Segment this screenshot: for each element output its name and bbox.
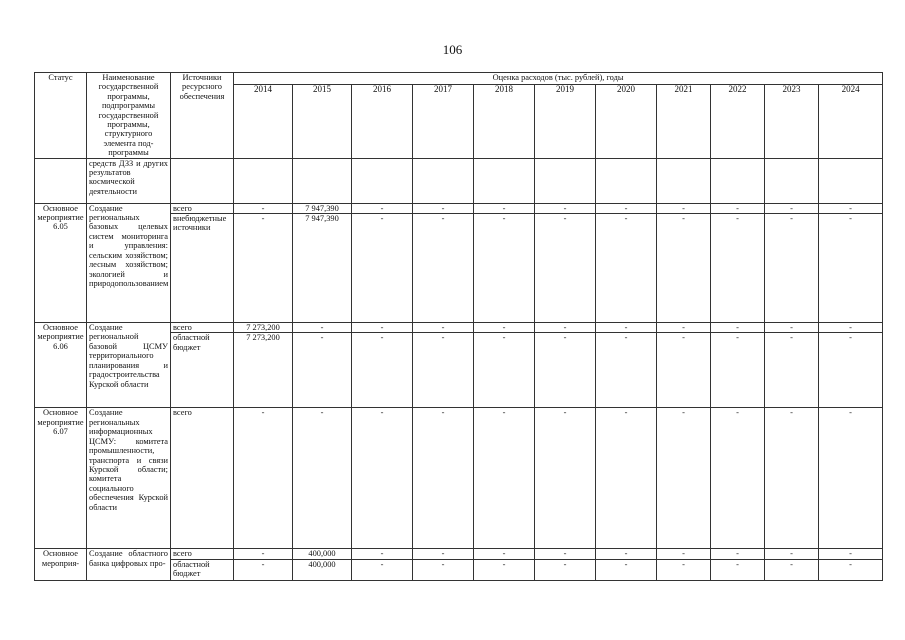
cell-value: - bbox=[596, 549, 657, 559]
cell-value: - bbox=[352, 559, 413, 580]
header-name: Наименование государственной программы, подпрограммы государственной программы, структурного элемента под-программы bbox=[87, 73, 171, 159]
cell-value: - bbox=[596, 408, 657, 549]
header-source: Источники ресурсного обеспечения bbox=[171, 73, 234, 159]
cell-value: - bbox=[657, 549, 711, 559]
cell-value: - bbox=[474, 559, 535, 580]
cell-value: - bbox=[819, 214, 883, 323]
header-year: 2015 bbox=[293, 85, 352, 158]
cell-value: - bbox=[657, 333, 711, 408]
cell-value: - bbox=[474, 549, 535, 559]
cell-value: - bbox=[234, 203, 293, 213]
cell-value: - bbox=[293, 333, 352, 408]
cell-value: 7 947,390 bbox=[293, 214, 352, 323]
cell-value: - bbox=[711, 214, 765, 323]
budget-table bbox=[34, 72, 883, 581]
cell-value: 400,000 bbox=[293, 559, 352, 580]
table-row bbox=[35, 158, 883, 203]
cell-value: - bbox=[413, 214, 474, 323]
cell-value: - bbox=[293, 408, 352, 549]
cell-value: - bbox=[819, 549, 883, 559]
header-year: 2021 bbox=[657, 85, 711, 158]
cell-value: - bbox=[352, 214, 413, 323]
cell-value: - bbox=[596, 333, 657, 408]
cell-value: - bbox=[596, 559, 657, 580]
cell-value: - bbox=[819, 323, 883, 333]
cell-source bbox=[171, 158, 234, 203]
cell-value: - bbox=[413, 203, 474, 213]
cell-name: Создание областного банка цифровых про- bbox=[87, 549, 171, 580]
cell-value: - bbox=[765, 333, 819, 408]
cell-value: - bbox=[711, 323, 765, 333]
cell-name: Создание региональной базовой ЦСМУ территориального планирования и градостроительства Курской области bbox=[87, 323, 171, 408]
cell-value: - bbox=[711, 408, 765, 549]
cell-value: - bbox=[711, 559, 765, 580]
cell-value: - bbox=[765, 203, 819, 213]
header-year: 2022 bbox=[711, 85, 765, 158]
cell-value: - bbox=[596, 203, 657, 213]
cell-value: - bbox=[413, 549, 474, 559]
cell-value: - bbox=[596, 323, 657, 333]
cell-status: Основное мероприятие 6.05 bbox=[35, 203, 87, 322]
cell-value: - bbox=[535, 203, 596, 213]
cell-value: - bbox=[352, 408, 413, 549]
header-year: 2014 bbox=[234, 85, 293, 158]
cell-value: 400,000 bbox=[293, 549, 352, 559]
cell-value: - bbox=[657, 203, 711, 213]
cell-value: - bbox=[474, 214, 535, 323]
cell-status bbox=[35, 158, 87, 203]
cell-value: - bbox=[765, 559, 819, 580]
cell-name: Создание региональных базовых целевых систем мониторинга и управления: сельским хозяйством; лесным хозяйством; экологией и природопользованием bbox=[87, 203, 171, 322]
cell-value: - bbox=[474, 408, 535, 549]
cell-value: - bbox=[352, 323, 413, 333]
cell-value: - bbox=[413, 333, 474, 408]
cell-value: - bbox=[657, 214, 711, 323]
header-year: 2017 bbox=[413, 85, 474, 158]
cell-value: 7 947,390 bbox=[293, 203, 352, 213]
cell-value: - bbox=[657, 559, 711, 580]
cell-value: - bbox=[819, 559, 883, 580]
cell-value: - bbox=[765, 408, 819, 549]
header-year: 2018 bbox=[474, 85, 535, 158]
header-year: 2020 bbox=[596, 85, 657, 158]
cell-value: - bbox=[535, 214, 596, 323]
cell-status: Основное мероприя- bbox=[35, 549, 87, 580]
cell-value: - bbox=[234, 408, 293, 549]
cell-value: - bbox=[765, 214, 819, 323]
cell-status: Основное мероприятие 6.07 bbox=[35, 408, 87, 549]
cell-value: - bbox=[234, 549, 293, 559]
table-row bbox=[35, 203, 883, 213]
table-row bbox=[35, 323, 883, 333]
cell-value: - bbox=[657, 323, 711, 333]
cell-value: - bbox=[352, 333, 413, 408]
cell-value: - bbox=[657, 408, 711, 549]
cell-value: - bbox=[711, 549, 765, 559]
cell-value: - bbox=[596, 214, 657, 323]
cell-value: - bbox=[819, 408, 883, 549]
cell-value: - bbox=[352, 549, 413, 559]
header-year: 2023 bbox=[765, 85, 819, 158]
cell-source: областной бюджет bbox=[171, 333, 234, 408]
cell-value: - bbox=[819, 203, 883, 213]
cell-value: - bbox=[234, 559, 293, 580]
cell-value: - bbox=[293, 323, 352, 333]
cell-value: - bbox=[535, 408, 596, 549]
cell-value: - bbox=[474, 323, 535, 333]
cell-source: всего bbox=[171, 549, 234, 559]
cell-value: 7 273,200 bbox=[234, 333, 293, 408]
header-estimate: Оценка расходов (тыс. рублей), годы bbox=[234, 73, 883, 85]
cell-source: всего bbox=[171, 323, 234, 333]
cell-source: областной бюджет bbox=[171, 559, 234, 580]
cell-value: - bbox=[535, 559, 596, 580]
cell-name: средств ДЗЗ и других результатов космической деятельности bbox=[87, 158, 171, 203]
cell-source: всего bbox=[171, 408, 234, 549]
header-year: 2016 bbox=[352, 85, 413, 158]
cell-value: - bbox=[535, 323, 596, 333]
header-status: Статус bbox=[35, 73, 87, 159]
cell-value: - bbox=[535, 549, 596, 559]
cell-value: - bbox=[765, 549, 819, 559]
cell-source: всего bbox=[171, 203, 234, 213]
cell-value: - bbox=[474, 333, 535, 408]
cell-value: - bbox=[474, 203, 535, 213]
cell-value: - bbox=[711, 203, 765, 213]
cell-value: - bbox=[413, 559, 474, 580]
cell-name: Создание региональных информационных ЦСМУ: комитета промышленности, транспорта и связи Курской области; комитета социального обеспечения Курской области bbox=[87, 408, 171, 549]
cell-value: 7 273,200 bbox=[234, 323, 293, 333]
header-year: 2019 bbox=[535, 85, 596, 158]
cell-value: - bbox=[234, 214, 293, 323]
cell-source: внебюджетные источники bbox=[171, 214, 234, 323]
cell-value: - bbox=[352, 203, 413, 213]
cell-value: - bbox=[711, 333, 765, 408]
table-row bbox=[35, 408, 883, 549]
cell-value: - bbox=[765, 323, 819, 333]
cell-status: Основное мероприятие 6.06 bbox=[35, 323, 87, 408]
table-row bbox=[35, 549, 883, 559]
header-row-1 bbox=[35, 73, 883, 85]
header-year: 2024 bbox=[819, 85, 883, 158]
cell-value: - bbox=[413, 323, 474, 333]
page-number: 106 bbox=[442, 42, 463, 57]
cell-value: - bbox=[535, 333, 596, 408]
cell-value: - bbox=[819, 333, 883, 408]
cell-value: - bbox=[413, 408, 474, 549]
